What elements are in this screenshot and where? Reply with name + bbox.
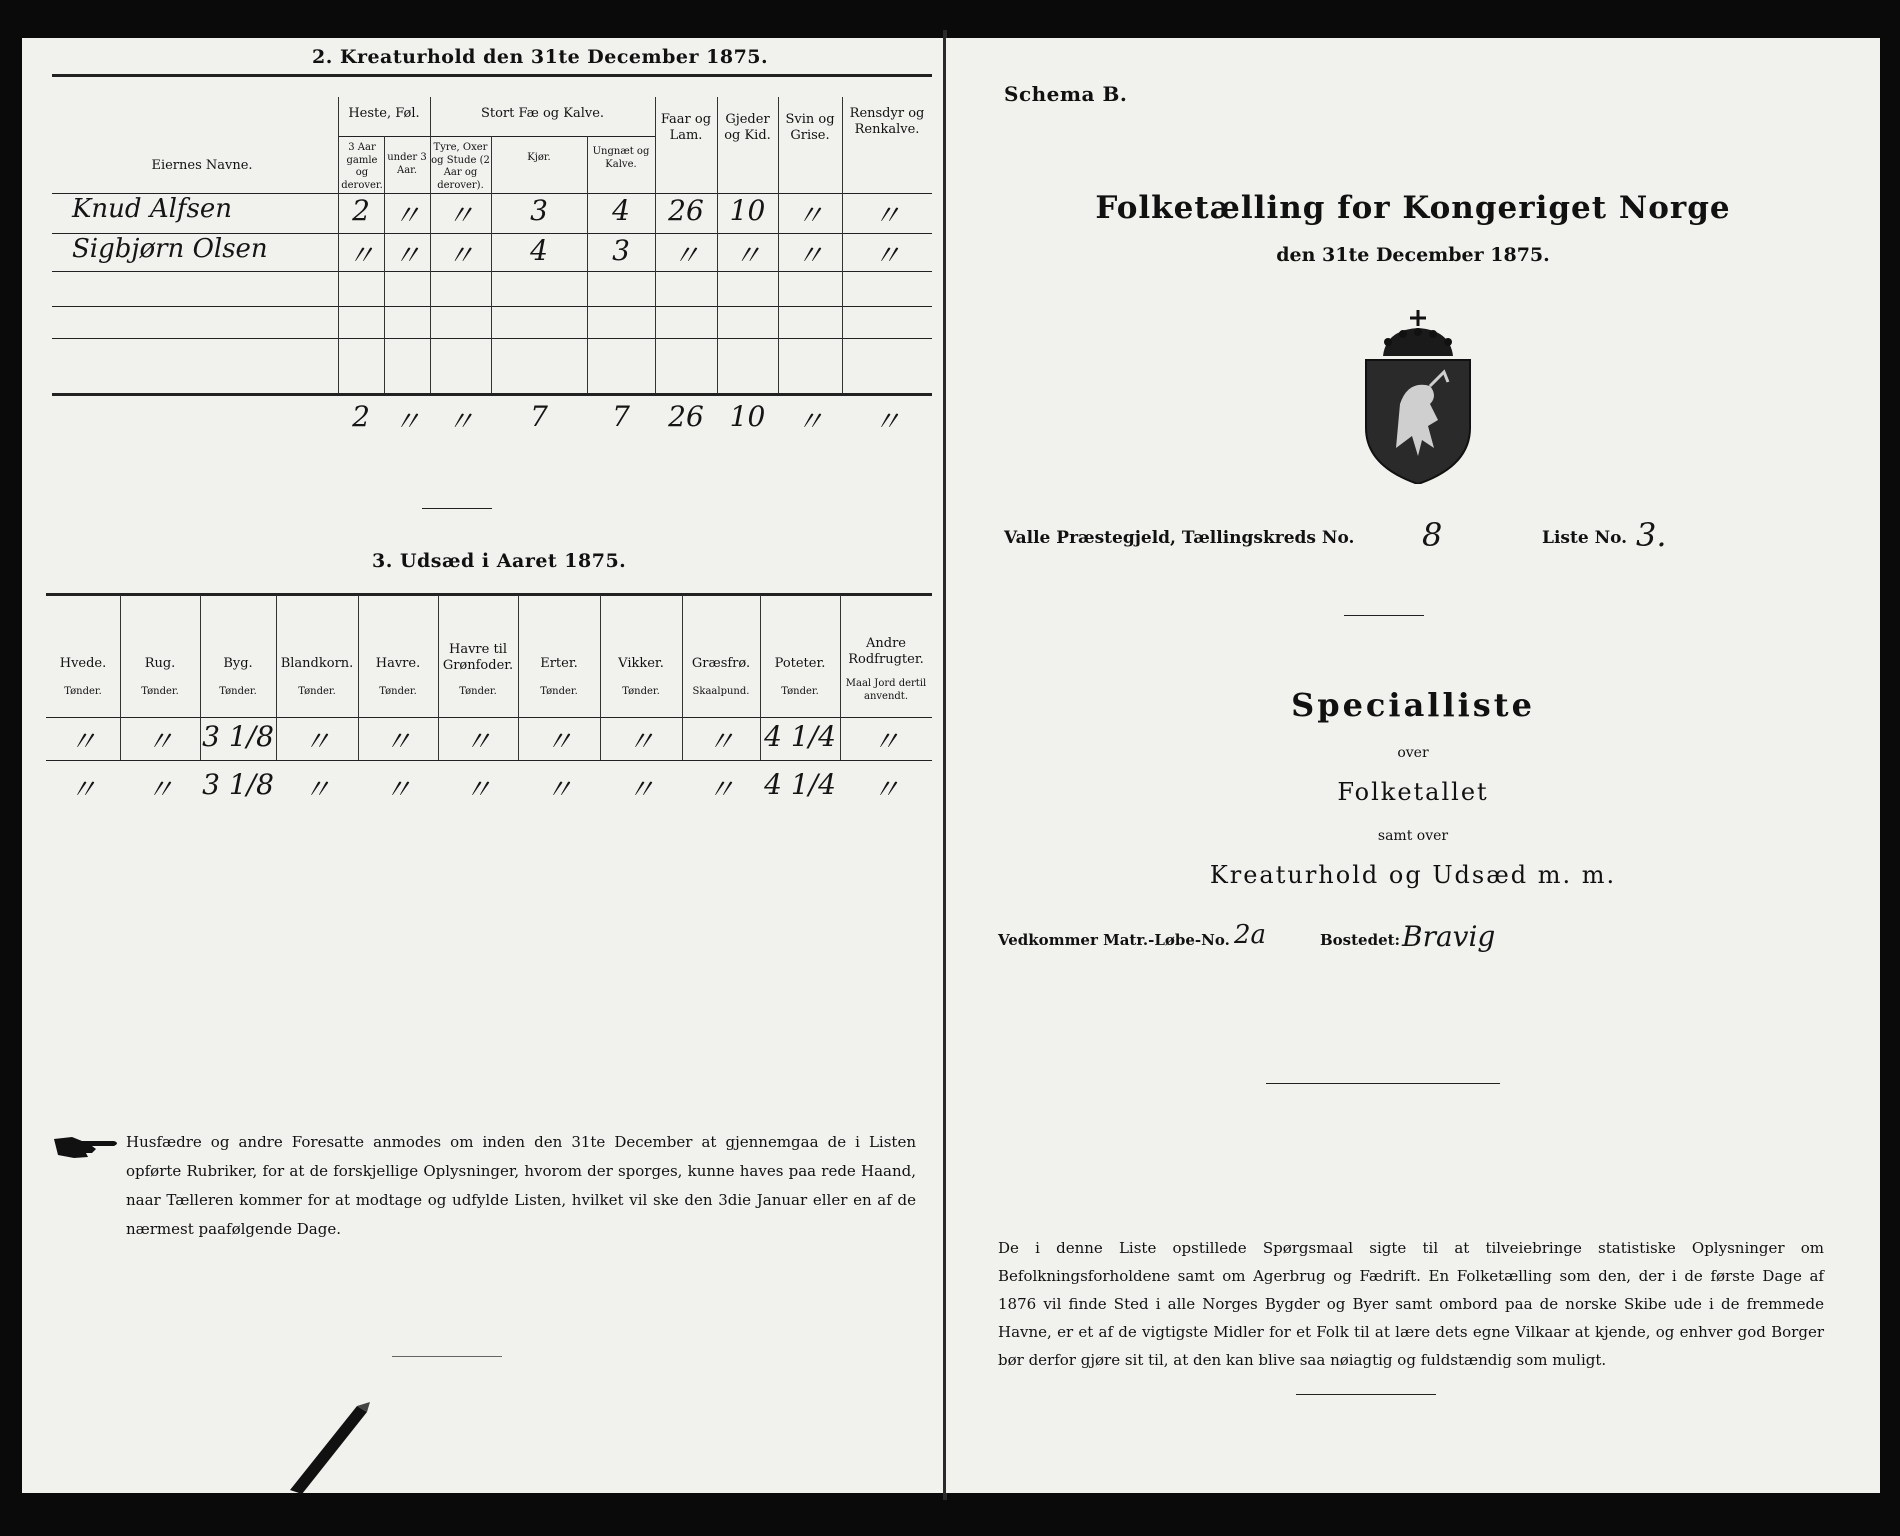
- table-cell: 2: [352, 194, 370, 227]
- total-cell: 〃: [446, 405, 475, 438]
- schema-label: Schema B.: [1004, 82, 1128, 106]
- table-cell: 26: [668, 194, 704, 227]
- list-label: Liste No.: [1542, 528, 1628, 548]
- seed-cell: 〃: [871, 725, 900, 758]
- seed-total: 〃: [302, 773, 331, 806]
- seed-unit: Maal Jord dertil anvendt.: [845, 678, 927, 702]
- table-cell: 〃: [671, 239, 700, 272]
- total-cell: 10: [729, 400, 766, 433]
- owner-name: Knud Alfsen: [72, 194, 233, 224]
- owner-header: Eiernes Navne.: [151, 158, 253, 173]
- seed-total: 4 1/4: [764, 768, 836, 801]
- seed-cell: 〃: [383, 725, 412, 758]
- seed-row-rule: [46, 717, 932, 718]
- table-cell: 〃: [872, 199, 901, 232]
- seed-total: 〃: [145, 773, 174, 806]
- separator-rule: [422, 508, 492, 509]
- seed-total: 〃: [626, 773, 655, 806]
- kreaturhold-heading: Kreaturhold og Udsæd m. m.: [1209, 861, 1617, 889]
- row-rule: [52, 306, 932, 307]
- seed-cell: 〃: [145, 725, 174, 758]
- table-cell: 10: [729, 194, 766, 227]
- seed-bottom-rule: [46, 760, 932, 761]
- seed-header: Vikker.: [618, 656, 664, 671]
- young-cattle-header: Ungnæt og Kalve.: [592, 146, 650, 170]
- table-cell: 3: [530, 194, 548, 227]
- row-rule: [52, 338, 932, 339]
- owner-name: Sigbjørn Olsen: [72, 234, 268, 264]
- seed-total: 〃: [383, 773, 412, 806]
- seed-header: Hvede.: [59, 656, 107, 671]
- faint-rule: [392, 1356, 502, 1357]
- table-cell: 〃: [392, 199, 421, 232]
- seed-cell: 〃: [302, 725, 331, 758]
- list-number: 3.: [1636, 516, 1667, 554]
- seed-cell: 〃: [463, 725, 492, 758]
- seed-cell: 〃: [68, 725, 97, 758]
- table-cell: 〃: [733, 239, 762, 272]
- seed-header: Poteter.: [774, 656, 826, 671]
- seed-total: 〃: [463, 773, 492, 806]
- seed-unit: Tønder.: [540, 686, 578, 697]
- cattle-group-rule: [430, 136, 655, 137]
- seed-unit: Tønder.: [219, 686, 257, 697]
- seed-unit: Tønder.: [141, 686, 179, 697]
- seed-top-rule: [46, 593, 932, 596]
- sheep-header: Faar og Lam.: [660, 112, 712, 144]
- separator-rule: [1296, 1394, 1436, 1395]
- seed-total: 〃: [871, 773, 900, 806]
- total-cell: 26: [668, 400, 704, 433]
- table-cell: 〃: [795, 199, 824, 232]
- total-cell: 〃: [872, 405, 901, 438]
- seed-header: Havre til Grønfoder.: [442, 642, 514, 674]
- seed-unit: Tønder.: [622, 686, 660, 697]
- reindeer-header: Rensdyr og Renkalve.: [849, 106, 925, 138]
- table-cell: 〃: [446, 199, 475, 232]
- pen-shadow: [262, 1398, 382, 1498]
- goats-header: Gjeder og Kid.: [724, 112, 771, 144]
- table-top-rule: [52, 74, 932, 77]
- bosted-value: Bravig: [1402, 920, 1496, 953]
- notice-text: Husfædre og andre Foresatte anmodes om inden den 31te December at gjennemgaa de i Listen opførte Rubriker, for at de forskjellige Oplysninger, hvorom der sporges, kunne haves paa rede Haand, naar Tælleren kommer for at modtage og udfylde Listen, hvilket vil ske den 3die Januar eller en af de nærmest paafølgende Dage.: [126, 1133, 916, 1238]
- seed-header: Byg.: [223, 656, 253, 671]
- seed-header: Havre.: [375, 656, 421, 671]
- document-date: den 31te December 1875.: [1276, 244, 1550, 266]
- table-cell: 〃: [346, 239, 375, 272]
- separator-rule: [1266, 1083, 1500, 1084]
- total-cell: 7: [612, 400, 630, 433]
- seed-cell: 〃: [544, 725, 573, 758]
- table-bottom-rule: [52, 393, 932, 396]
- seed-header: Græsfrø.: [691, 656, 751, 671]
- separator-rule: [1344, 615, 1424, 616]
- district-number: 8: [1422, 516, 1443, 554]
- explanatory-paragraph: De i denne Liste opstillede Spørgsmaal sigte til at tilveiebringe statistiske Oplysninger om Befolkningsforholdene samt om Agerbrug og Fædrift. En Folketælling som den, der i de første Dage af 1876 vil finde Sted i alle Norges Bygder og Byer samt ombord paa de norske Skibe ude i de fremmede Havne, er et af de vigtigste Midler for et Folk til at lære dets egne Vilkaar at kjende, og enhver god Borger bør derfor gjøre sit til, at den kan blive saa nøiagtig og fuldstændig som muligt.: [998, 1239, 1824, 1369]
- table-cell: 3: [612, 234, 630, 267]
- seed-total: 3 1/8: [202, 768, 274, 801]
- horses-header: Heste, Føl.: [348, 106, 420, 121]
- table-cell: 4: [530, 234, 548, 267]
- over-text: over: [1397, 745, 1429, 761]
- seed-header: Andre Rodfrugter.: [848, 636, 924, 668]
- horses-old-header: 3 Aar gamle og derover.: [341, 142, 383, 191]
- seed-cell: 〃: [626, 725, 655, 758]
- seed-unit: Skaalpund.: [692, 686, 750, 697]
- matr-label: Vedkommer Matr.-Løbe-No.: [998, 931, 1230, 949]
- bulls-header: Tyre, Oxer og Stude (2 Aar og derover).: [431, 142, 490, 191]
- table-cell: 〃: [872, 239, 901, 272]
- pointing-hand-icon: [52, 1131, 122, 1161]
- seed-cell: 〃: [706, 725, 735, 758]
- seed-unit: Tønder.: [379, 686, 417, 697]
- parish-label: Valle Præstegjeld, Tællingskreds No.: [1004, 528, 1355, 548]
- section2-title: 2. Kreaturhold den 31te December 1875.: [312, 46, 769, 68]
- total-cell: 〃: [392, 405, 421, 438]
- cattle-header: Stort Fæ og Kalve.: [480, 106, 605, 121]
- total-cell: 2: [352, 400, 370, 433]
- left-page: [22, 38, 944, 1493]
- seed-total: 〃: [706, 773, 735, 806]
- table-cell: 〃: [795, 239, 824, 272]
- seed-header: Blandkorn.: [280, 656, 354, 671]
- document-title: Folketælling for Kongeriget Norge: [1095, 190, 1731, 226]
- coat-of-arms-icon: [1338, 308, 1498, 484]
- cows-header: Kjør.: [527, 152, 551, 163]
- seed-unit: Tønder.: [64, 686, 102, 697]
- folketallet-heading: Folketallet: [1337, 778, 1489, 806]
- total-cell: 〃: [795, 405, 824, 438]
- samt-over-text: samt over: [1377, 828, 1449, 844]
- specialliste-heading: Specialliste: [1291, 686, 1535, 724]
- table-cell: 4: [612, 194, 630, 227]
- total-cell: 7: [530, 400, 548, 433]
- bosted-label: Bostedet:: [1320, 931, 1401, 949]
- seed-header: Rug.: [144, 656, 176, 671]
- matr-value: 2a: [1234, 920, 1267, 950]
- seed-unit: Tønder.: [459, 686, 497, 697]
- seed-total: 〃: [544, 773, 573, 806]
- table-cell: 〃: [392, 239, 421, 272]
- right-page: [946, 38, 1880, 1493]
- seed-unit: Tønder.: [298, 686, 336, 697]
- seed-cell: 4 1/4: [764, 720, 836, 753]
- table-cell: 〃: [446, 239, 475, 272]
- seed-cell: 3 1/8: [202, 720, 274, 753]
- seed-total: 〃: [68, 773, 97, 806]
- pigs-header: Svin og Grise.: [785, 112, 835, 144]
- horses-young-header: under 3 Aar.: [387, 152, 427, 176]
- seed-unit: Tønder.: [781, 686, 819, 697]
- section3-title: 3. Udsæd i Aaret 1875.: [372, 550, 627, 572]
- seed-header: Erter.: [540, 656, 578, 671]
